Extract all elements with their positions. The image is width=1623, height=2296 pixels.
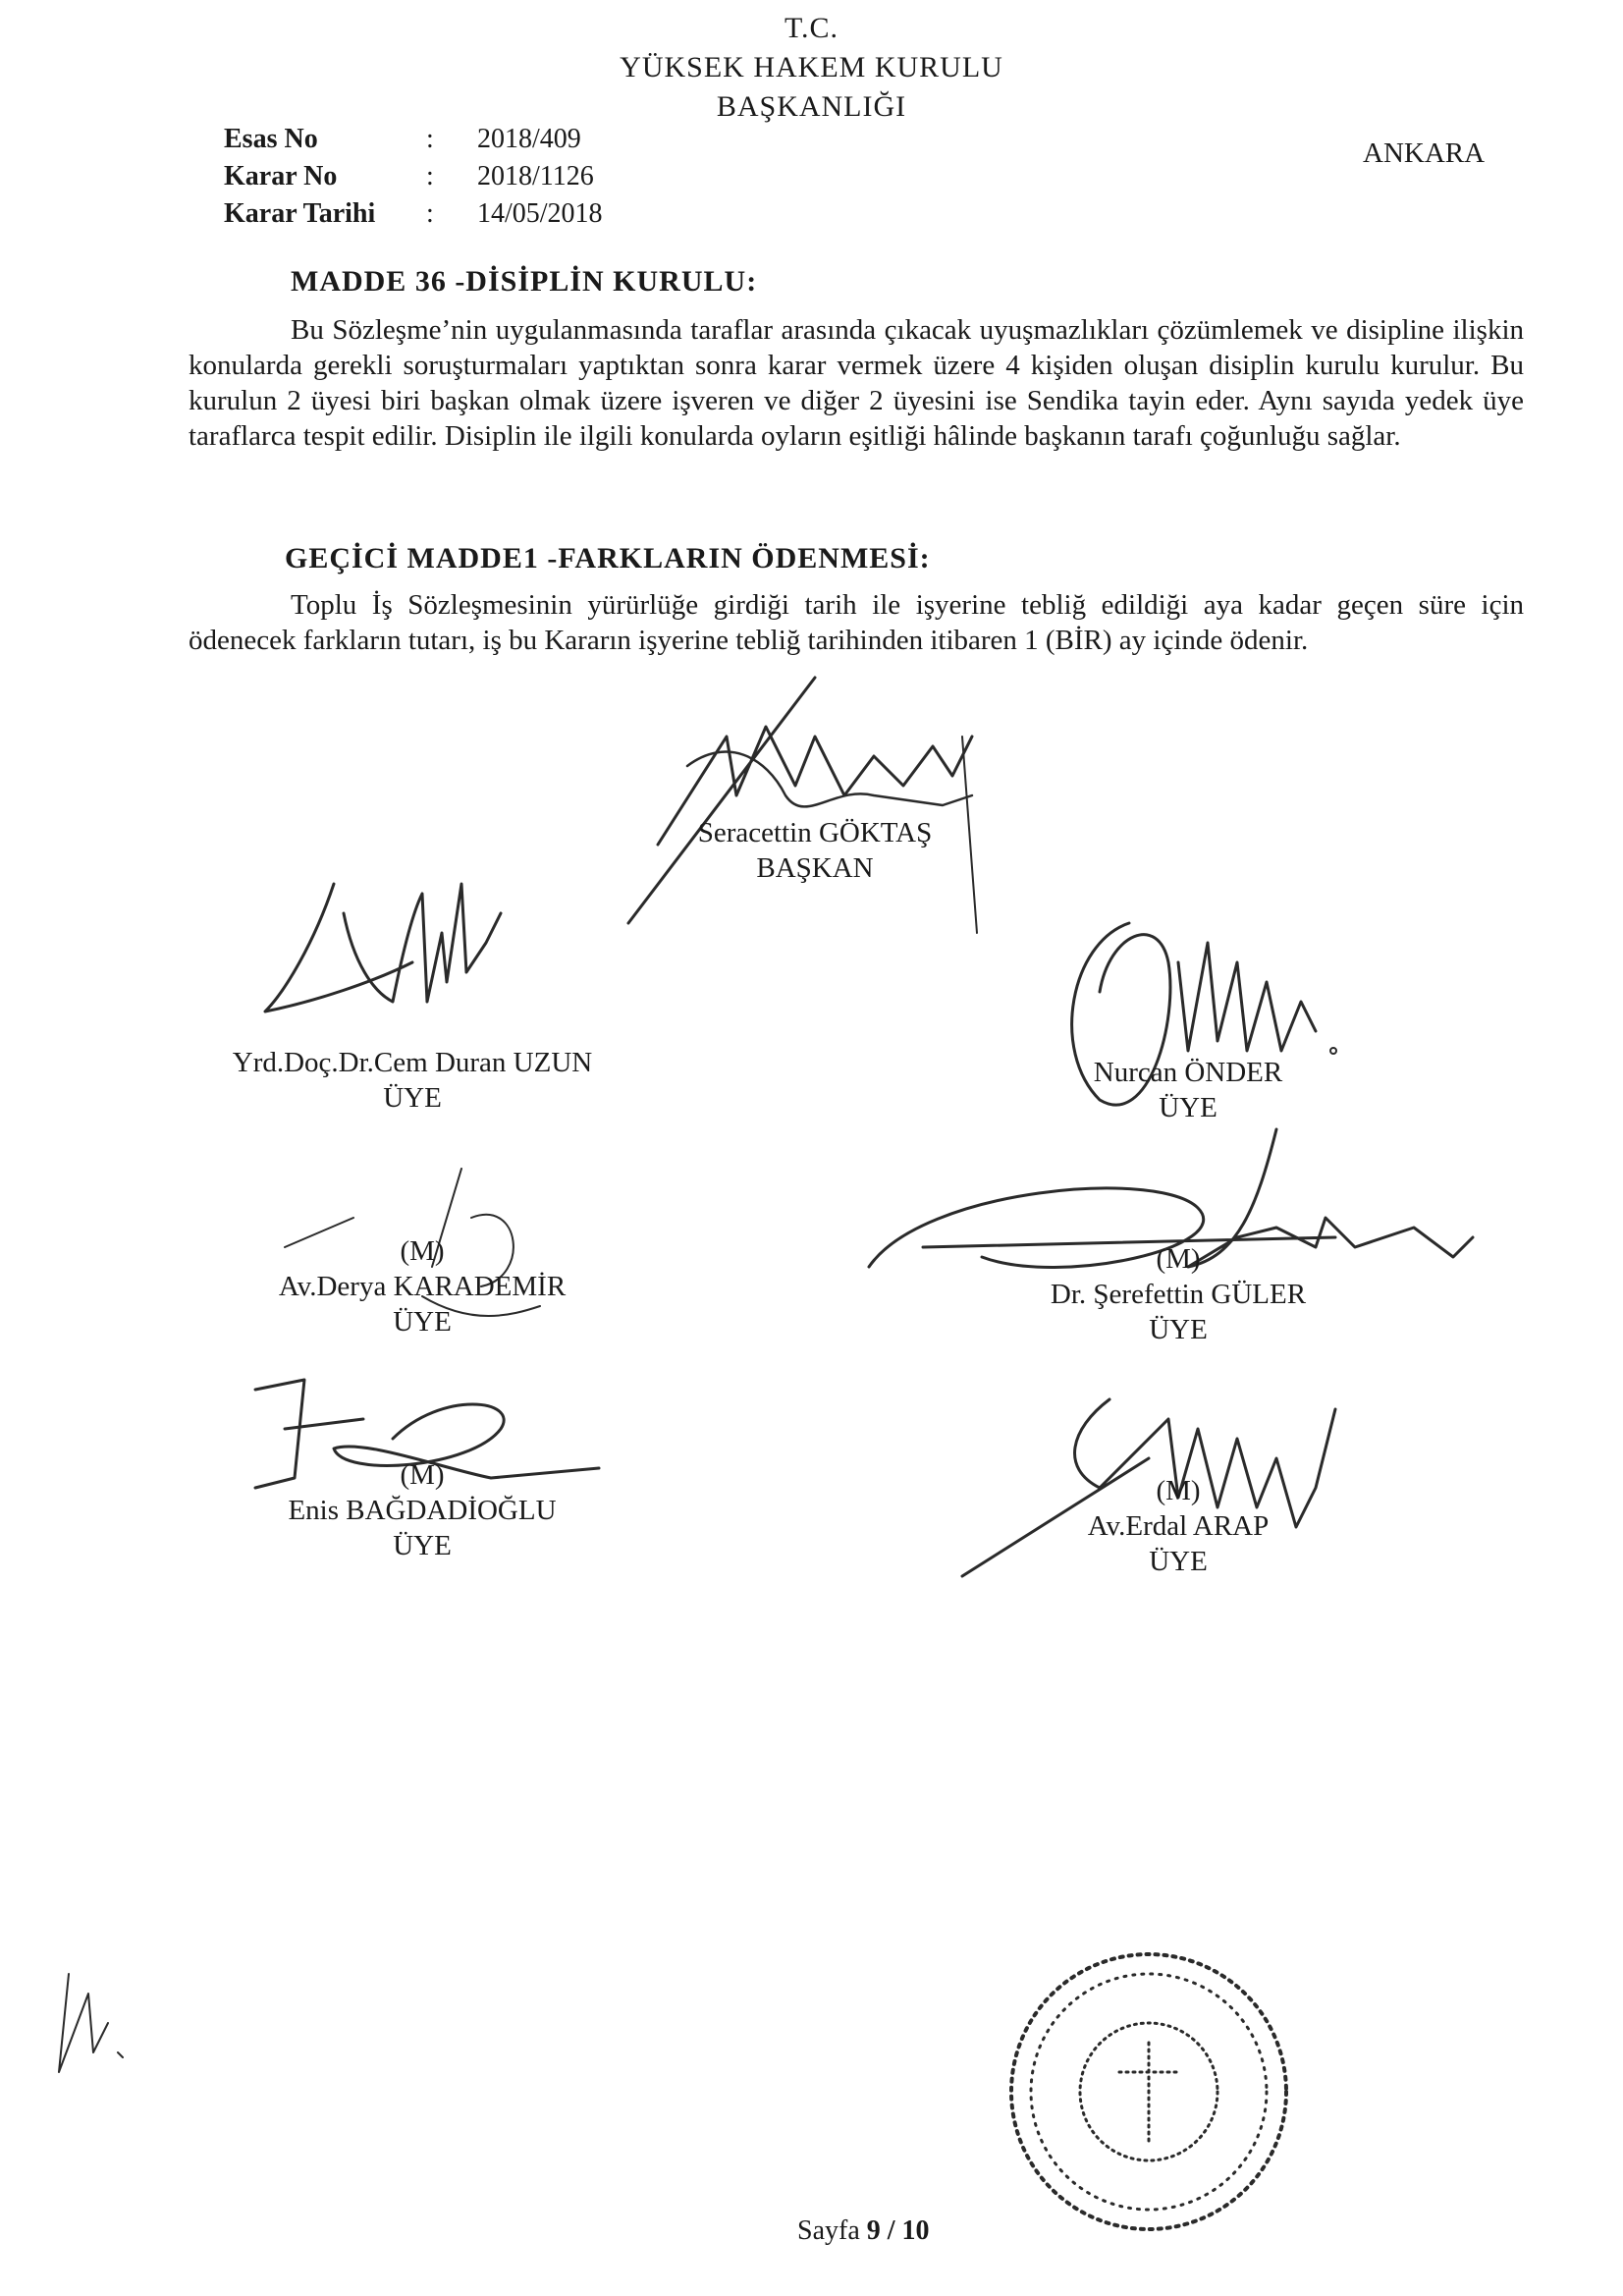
signature-uzun-drawing <box>255 854 511 1031</box>
header-institution: YÜKSEK HAKEM KURULU <box>620 51 1003 83</box>
tarih-label: Karar Tarihi <box>224 198 376 229</box>
header-tc: T.C. <box>784 12 839 44</box>
page-number-label: Sayfa <box>797 2215 860 2246</box>
page-number <box>797 2215 930 2247</box>
signatory-arap-name: Av.Erdal ARAP <box>1087 1510 1270 1542</box>
karar-separator: : <box>426 161 434 191</box>
signatory-karademir-role: ÜYE <box>393 1306 452 1338</box>
header-city: ANKARA <box>1363 137 1486 169</box>
esas-separator: : <box>426 124 434 154</box>
signatory-onder-role: ÜYE <box>1159 1092 1217 1123</box>
official-stamp-seal <box>992 1944 1316 2249</box>
tarih-separator: : <box>426 198 434 229</box>
signatory-guler-mark: (M) <box>1156 1243 1201 1275</box>
signatory-bagdadioglu <box>236 1457 609 1563</box>
signatory-guler-name: Dr. Şerefettin GÜLER <box>1050 1279 1307 1310</box>
signatory-onder-name: Nurcan ÖNDER <box>1093 1057 1283 1088</box>
page-number-total: 10 <box>901 2215 930 2246</box>
esas-label: Esas No <box>224 124 318 154</box>
tarih-value: 14/05/2018 <box>477 198 603 229</box>
karar-value: 2018/1126 <box>477 161 594 191</box>
signatory-uzun <box>206 1045 619 1116</box>
signatory-guler <box>992 1241 1365 1347</box>
signature-goktas-drawing <box>589 678 982 943</box>
signatory-president-role: BAŞKAN <box>756 852 874 884</box>
page-number-current: 9 <box>866 2215 881 2246</box>
section-body-gecici-madde: Toplu İş Sözleşmesinin yürürlüğe girdiği tarih ile işyerine tebliğ edildiği aya kadar geçen süre için ödenecek farkların tutarı, iş bu Kararın işyerine tebliğ tarihinden itibaren 1 (BİR) ay içinde ödenir. <box>189 589 1524 656</box>
signatory-bagdadioglu-name: Enis BAĞDADİOĞLU <box>288 1495 557 1526</box>
signatory-karademir <box>226 1233 619 1339</box>
section-heading-gecici-madde: GEÇİCİ MADDE1 -FARKLARIN ÖDENMESİ: <box>285 542 931 574</box>
signatory-karademir-mark: (M) <box>400 1235 445 1267</box>
margin-initial-drawing <box>49 1964 137 2082</box>
header-presidency: BAŞKANLIĞI <box>716 90 907 123</box>
section-body-madde-36: Bu Sözleşme’nin uygulanmasında taraflar arasında çıkacak uyuşmazlıkları çözümlemek ve disipline ilişkin konularda gerekli soruşturmaları yaptıktan sonra karar vermek üzere 4 kişiden oluşan disiplin kurulu kurulur. Bu kurulun 2 üyesi biri başkan olmak üzere işveren ve diğer 2 üyesini ise Sendika tayin eder. Aynı sayıda yedek üye taraflarca tespit edilir. Disiplin ile ilgili konularda oyların eşitliği hâlinde başkanın tarafı çoğunluğu sağlar. <box>189 314 1524 452</box>
signatory-uzun-name: Yrd.Doç.Dr.Cem Duran UZUN <box>232 1047 593 1078</box>
signatory-arap <box>1021 1473 1335 1579</box>
signatory-bagdadioglu-mark: (M) <box>400 1459 445 1491</box>
signatory-president-name: Seracettin GÖKTAŞ <box>697 817 933 848</box>
signatory-president <box>668 815 962 886</box>
signatory-arap-role: ÜYE <box>1149 1546 1208 1577</box>
signatory-onder <box>1041 1055 1335 1125</box>
signatory-karademir-name: Av.Derya KARADEMİR <box>278 1271 567 1302</box>
page-number-separator: / <box>887 2215 895 2246</box>
signatory-guler-role: ÜYE <box>1149 1314 1208 1345</box>
section-heading-madde-36: MADDE 36 -DİSİPLİN KURULU: <box>291 265 758 298</box>
signatory-bagdadioglu-role: ÜYE <box>393 1530 452 1561</box>
karar-label: Karar No <box>224 161 338 191</box>
signatory-arap-mark: (M) <box>1156 1475 1201 1506</box>
esas-value: 2018/409 <box>477 124 581 154</box>
signatory-uzun-role: ÜYE <box>383 1082 442 1114</box>
